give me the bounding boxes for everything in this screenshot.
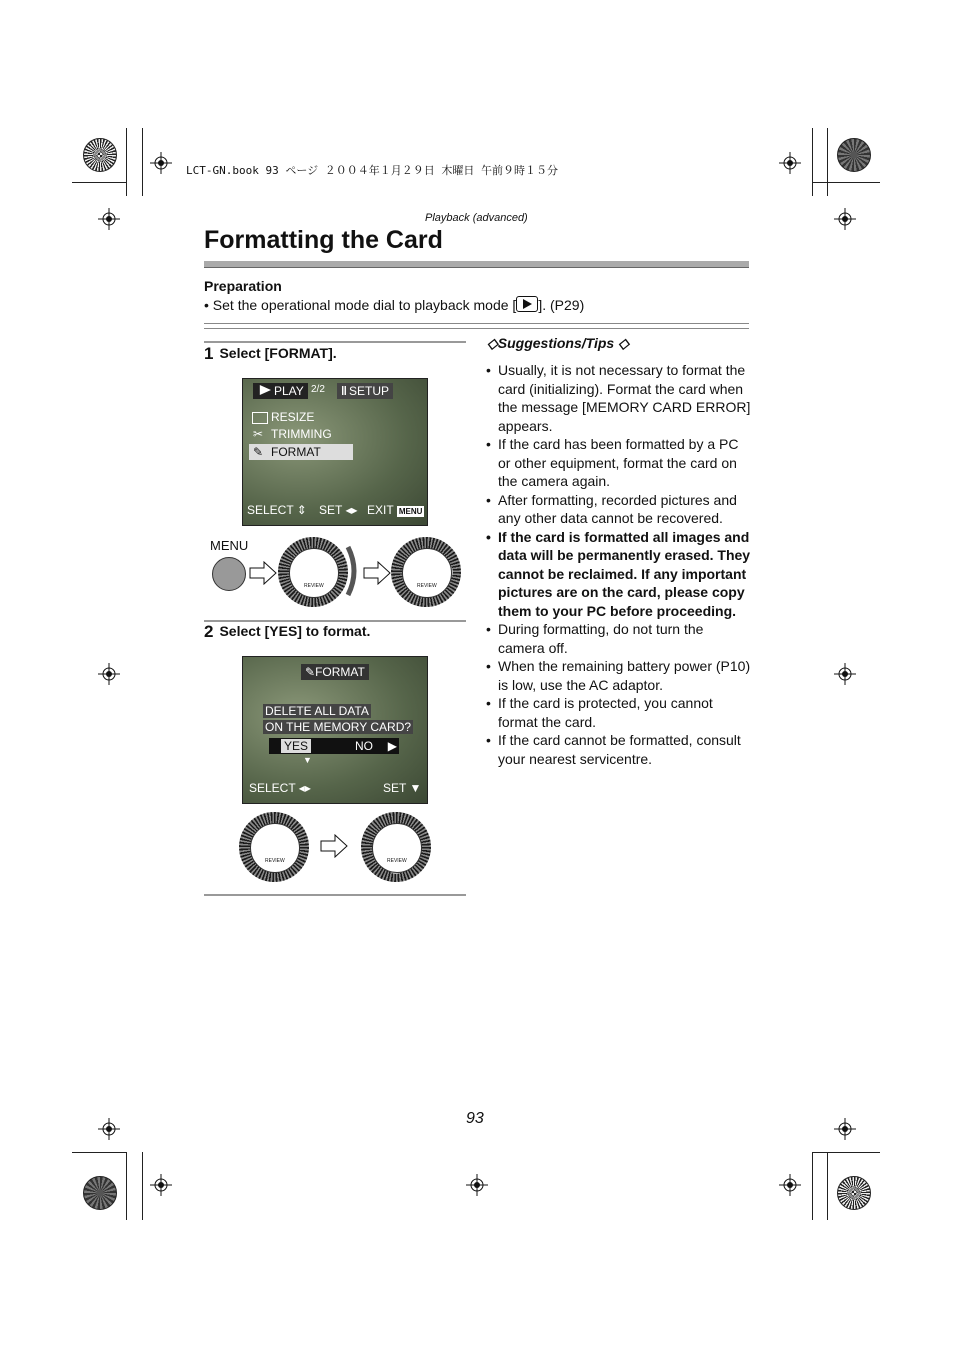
step-label: Select [YES] to format.: [219, 623, 371, 639]
step-1: [204, 344, 337, 364]
preparation-text-before: • Set the operational mode dial to playback mode [: [204, 297, 517, 313]
tips-list: [486, 361, 752, 768]
dial-label: REVIEW: [417, 583, 437, 589]
playback-mode-icon: [516, 296, 538, 312]
step-number: 1: [204, 344, 214, 363]
arrow-right-icon: [320, 834, 348, 858]
option-yes: YES: [281, 739, 311, 753]
color-rosette-top-left: [83, 138, 117, 172]
dial-label: REVIEW: [387, 858, 407, 864]
format-icon: ✎: [305, 665, 316, 679]
trimming-icon: ✂: [253, 427, 264, 441]
lcd-screen-format-confirm: [242, 656, 428, 804]
menu-item-trimming: ✂ TRIMMING: [253, 427, 332, 441]
tip-item: • After formatting, recorded pictures and any other data cannot be recovered.: [486, 491, 752, 528]
menu-item-resize: RESIZE: [249, 409, 353, 425]
question-line-1: DELETE ALL DATA: [265, 704, 369, 718]
curved-arrow-icon: [344, 545, 362, 597]
yes-no-selector: [269, 738, 399, 754]
cursor-dial-icon: [391, 537, 461, 607]
lcd-screen-setup-menu: [242, 378, 428, 526]
dial-label: REVIEW: [304, 583, 324, 589]
footer-set: SET ▼: [383, 781, 422, 795]
footer-exit: EXIT MENU: [367, 503, 423, 517]
arrow-down-icon: ▼: [303, 755, 312, 765]
color-rosette-bottom-left: [83, 1176, 117, 1210]
footer-set: SET ◂▸: [319, 503, 358, 517]
cursor-dial-icon: [239, 812, 309, 882]
menu-button-icon: [212, 557, 246, 591]
registration-mark-icon: [150, 152, 172, 174]
color-rosette-top-right: [837, 138, 871, 172]
cursor-dial-icon: [278, 537, 348, 607]
registration-mark-icon: [98, 1118, 120, 1140]
registration-mark-icon: [98, 208, 120, 230]
page-indicator: 2/2: [311, 384, 325, 395]
arrow-right-icon: [249, 561, 277, 585]
step-2: [204, 622, 370, 642]
menu-badge: MENU: [398, 507, 423, 516]
tab-play: PLAY: [253, 383, 308, 399]
registration-mark-icon: [834, 1118, 856, 1140]
play-icon: [257, 385, 271, 395]
arrow-right-icon: ▶: [387, 739, 397, 753]
tip-item: • Usually, it is not necessary to format the card (initializing). Format the card when the message [MEMORY CARD ERROR] appears.: [486, 361, 752, 435]
tip-item: • During formatting, do not turn the camera off.: [486, 620, 752, 657]
registration-mark-icon: [466, 1174, 488, 1196]
tip-item-warning: • If the card is formatted all images and data will be permanently erased. They cannot be reclaimed. If any important pictures are on the card, please copy them to your PC before proceeding.: [486, 528, 752, 621]
tab-setup: ǁ SETUP: [337, 383, 393, 399]
footer-select: SELECT ◂▸: [249, 781, 311, 795]
preparation-heading: Preparation: [204, 278, 282, 294]
resize-icon: [252, 412, 268, 424]
cursor-dial-icon: [361, 812, 431, 882]
format-icon: ✎: [253, 445, 264, 459]
step-label: Select [FORMAT].: [219, 345, 337, 361]
registration-mark-icon: [150, 1174, 172, 1196]
question-line-2: ON THE MEMORY CARD?: [265, 720, 412, 734]
option-no: NO: [355, 739, 373, 753]
dial-label: REVIEW: [265, 858, 285, 864]
format-title: ✎FORMAT: [301, 664, 369, 680]
divider: [204, 323, 749, 329]
tips-heading: ◇Suggestions/Tips ◇: [487, 335, 629, 351]
setup-icon: ǁ: [341, 384, 347, 398]
tip-item: • If the card has been formatted by a PC or other equipment, format the card on the camera again.: [486, 435, 752, 491]
tip-item: • If the card cannot be formatted, consult your nearest servicentre.: [486, 731, 752, 768]
step-number: 2: [204, 622, 214, 641]
title-rule: [204, 261, 749, 268]
tip-item: • When the remaining battery power (P10) is low, use the AC adaptor.: [486, 657, 752, 694]
registration-mark-icon: [779, 1174, 801, 1196]
menu-button-label: MENU: [210, 538, 249, 553]
preparation-text: [204, 296, 584, 313]
page-title: Formatting the Card: [204, 226, 443, 254]
footer-select: SELECT ⇕: [247, 503, 307, 517]
page-number: 93: [466, 1110, 484, 1127]
registration-mark-icon: [779, 152, 801, 174]
preparation-text-after: ]. (P29): [538, 297, 585, 313]
registration-mark-icon: [98, 663, 120, 685]
divider: [204, 894, 466, 896]
menu-item-format: ✎ FORMAT: [249, 444, 353, 460]
color-rosette-bottom-right: [837, 1176, 871, 1210]
section-tag: Playback (advanced): [425, 212, 528, 224]
print-file-header: LCT-GN.book 93 ページ ２００４年１月２９日 木曜日 午前９時１５分: [186, 164, 558, 177]
divider: [204, 341, 466, 343]
registration-mark-icon: [834, 208, 856, 230]
registration-mark-icon: [834, 663, 856, 685]
tip-item: • If the card is protected, you cannot format the card.: [486, 694, 752, 731]
arrow-right-icon: [363, 561, 391, 585]
